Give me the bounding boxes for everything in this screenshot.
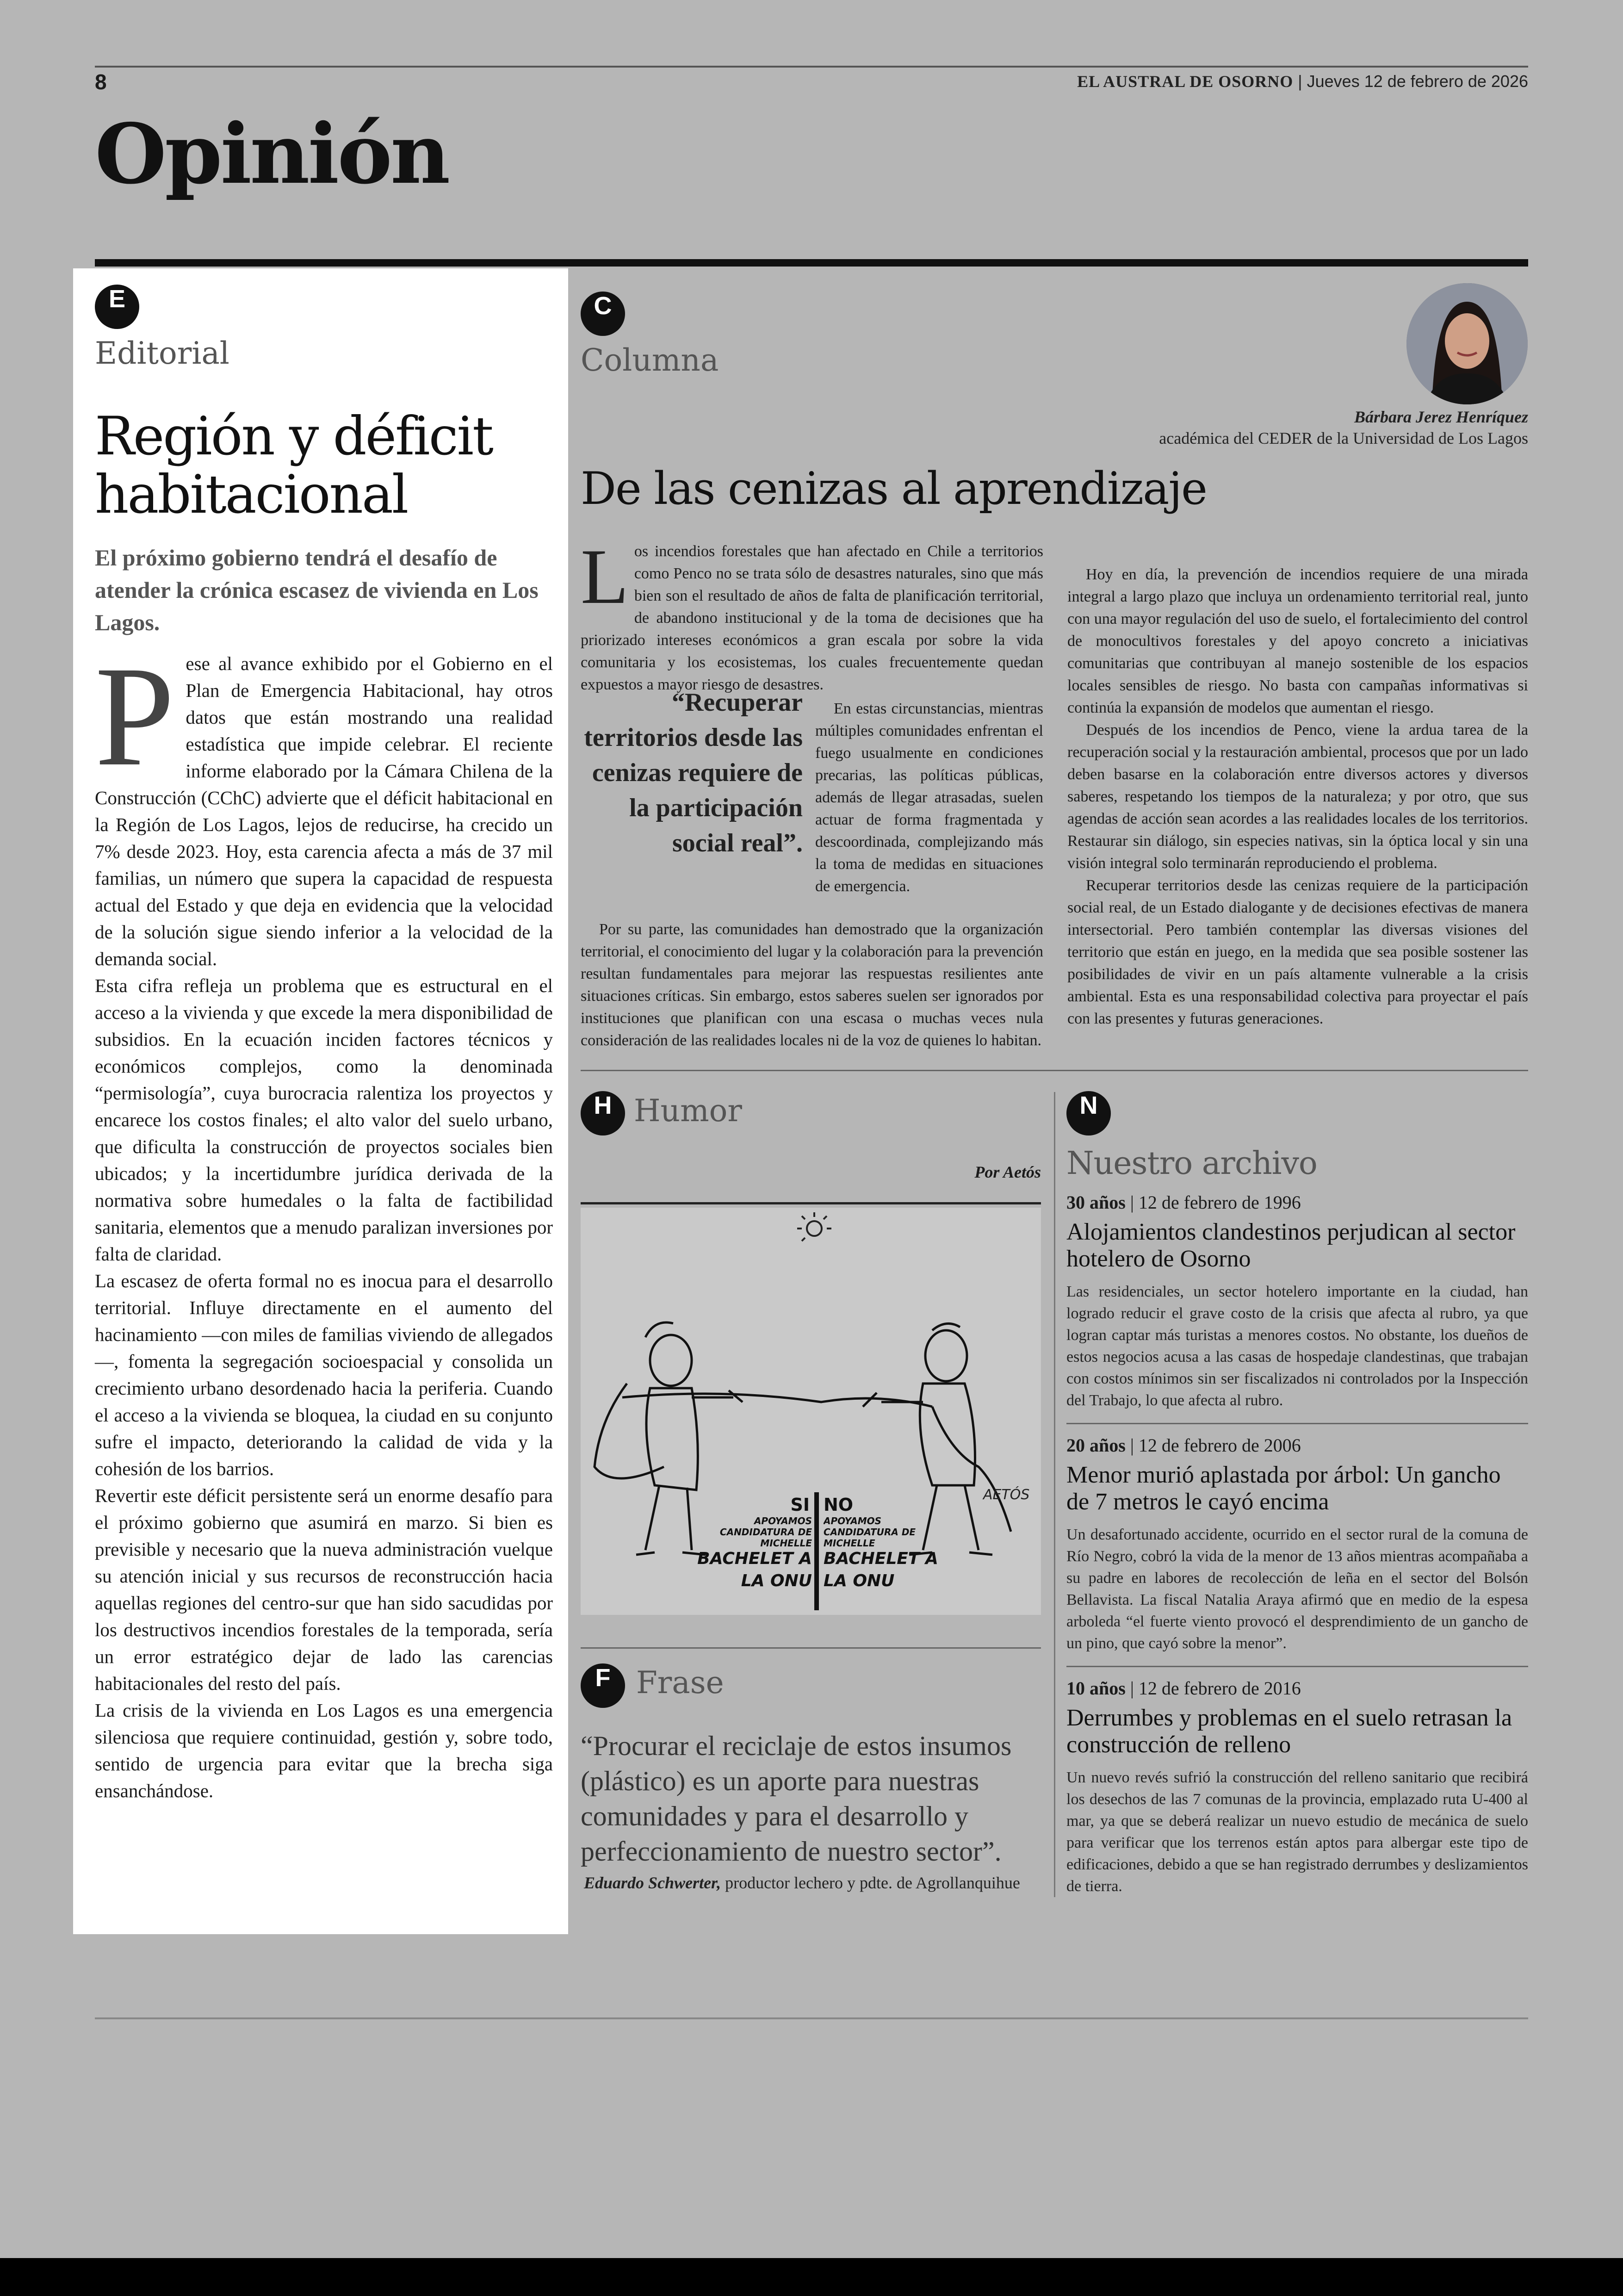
editorial-subtitle: El próximo gobierno tendrá el desafío de atender la crónica escasez de vivienda en Los Lagos. (95, 545, 539, 635)
column-text-right (1067, 564, 1528, 1030)
author-portrait-icon (1406, 283, 1528, 404)
footer-rule (95, 2017, 1528, 2019)
column-paragraph: Hoy en día, la prevención de incendios requiere de una mirada integral a largo plazo que incluya un ordenamiento territorial real, junto con una mayor regulación del uso de suelo, el fortalecimiento del control de monocultivos forestales y del apoyo concreto a iniciativas comunitarias que contribuyan al manejo sostenible de los espacios locales sensibles de riesgo. No basta con campañas informativas si continúa la expansión de modelos que aumentan el riesgo. (1067, 566, 1528, 716)
archivo-years: 30 años (1066, 1192, 1126, 1213)
cartoon-signature: AETÓS (983, 1487, 1030, 1503)
column-text-top (581, 533, 1043, 696)
column-label: Columna (581, 342, 719, 378)
column-text: os incendios forestales que han afectado en Chile a territorios como Penco no se trata sólo de desastres naturales, sino que más bien son el resultado de años de falta de planificación territorial, de abandono institucional y de la toma de decisiones que ha priorizado intereses económicos a gran escala por sobre la vida comunitaria y los ecosistemas, los cuales frecuentemente quedan expuestos a mayor riesgo de desastres. (581, 543, 1043, 693)
frase-author (584, 1873, 1020, 1893)
cartoon-sign-no-big: BACHELET A LA ONU (824, 1549, 938, 1590)
archivo-date: | 12 de febrero de 2016 (1125, 1678, 1301, 1699)
column-paragraph: Recuperar territorios desde las cenizas requiere de la participación social real, de un Estado dialogante y de decisiones efectivas de manera intersectorial. Pero también contemplar las diversas visiones del territorio que están en juego, en la medida que sea posible sostener las posibilidades de vivir en un país altamente vulnerable a la crisis ambiental. Esta es una responsabilidad colectiva para proyectar el país con las presentes y futuras generaciones. (1067, 877, 1528, 1027)
archivo-years: 20 años (1066, 1435, 1126, 1456)
humor-label: Humor (634, 1093, 742, 1129)
divider (581, 1647, 1041, 1649)
editorial-paragraph: La crisis de la vivienda en Los Lagos es una emergencia silenciosa que requiere continuidad, gestión y, sobre todo, sentido de urgencia para evitar que la brecha siga ensanchándose. (95, 1700, 553, 1801)
editorial-badge: E (95, 285, 139, 329)
column-paragraph (581, 533, 1043, 696)
column-badge: C (581, 292, 625, 336)
frase-badge: F (581, 1663, 625, 1708)
editorial-paragraph: Esta cifra refleja un problema que es estructural en el acceso a la vivienda y que excede la mera disponibilidad de subsidios. En la ecuación inciden factores técnicos y económicos complejos, como la denominada “permisología”, cuya burocracia ralentiza los proyectos y encarece los costos finales; el alto valor del suelo urbano, que dificulta la construcción de proyectos sociales bien ubicados; y la incertidumbre jurídica derivada de la normativa sobre humedales o la falta de factibilidad sanitaria, elementos que a menudo paralizan inversiones por falta de claridad. (95, 975, 553, 1265)
frase-author-name: Eduardo Schwerter, (584, 1874, 721, 1892)
editorial-body (95, 637, 553, 1804)
humor-rule (581, 1202, 1041, 1204)
editorial-text: ese al avance exhibido por el Gobierno en el Plan de Emergencia Habitacional, hay otros datos que están mostrando una realidad estadística que impide celebrar. El reciente informe elaborado por la Cámara Chilena de la Construcción (CChC) advierte que el déficit habitacional en la Región de Los Lagos, lejos de reducirse, ha crecido un 7% desde 2023. Hoy, esta carencia afecta a más de 37 mil familias, un número que supera la capacidad de respuesta actual del Estado y que deja en evidencia que la velocidad de la solución sigue siendo inferior a la velocidad de la demanda social. (95, 653, 553, 969)
section-rule (95, 259, 1528, 267)
masthead (1077, 72, 1528, 91)
editorial-paragraph (95, 637, 553, 972)
tug-of-war-cartoon-icon (581, 1208, 1041, 1615)
column-author: Bárbara Jerez Henríquez (1354, 408, 1528, 426)
editorial-title: Región y déficit habitacional (95, 405, 492, 525)
archivo-item (1066, 1434, 1528, 1654)
archivo-body: Un nuevo revés sufrió la construcción del relleno sanitario que recibirá los desechos de las 7 comunas de la provincia, emplazado ruta U-400 al mar, ya que se deberá realizar un nuevo estudio de mecánica de suelo para verificar que los terrenos están aptos para albergar este tipo de edificaciones, debido a que se han registrado derrumbes y deslizamientos de tierra. (1066, 1769, 1528, 1895)
frase-label: Frase (636, 1665, 724, 1700)
archivo-body: Las residenciales, un sector hotelero importante en la ciudad, han logrado reducir el grave costo de la crisis que afecta al rubro, ya que logran captar más turistas a menores costos. No obstante, los dueños de estos negocios acusa a las casas de hospedaje clandestinas, que trabajan con costos mínimos sin ser fiscalizados ni controlados por la Inspección del Trabajo, lo que afecta al rubro. (1066, 1283, 1528, 1409)
cartoon-sign-yes-small: APOYAMOS CANDIDATURA DE MICHELLE (719, 1515, 812, 1549)
section-title: Opinión (95, 105, 449, 202)
bottom-bar (0, 2258, 1623, 2296)
column-divider (1054, 1092, 1055, 1897)
archivo-item-date (1066, 1677, 1528, 1699)
newspaper-name: EL AUSTRAL DE OSORNO (1077, 72, 1294, 91)
archivo-item-date (1066, 1191, 1528, 1213)
pull-quote: “Recuperar territorios desde las cenizas requiere de la participación social real”. (584, 688, 803, 857)
archivo-body: Un desafortunado accidente, ocurrido en el sector rural de la comuna de Río Negro, cobró la vida de la menor de 13 años mientras acompañaba a su padre en labores de recolección de leña en el sector del Bolsón Bellavista. La fiscal Natalia Araya afirmó que en medio de la espesa arboleda “el fuerte viento provocó el desprendimiento de un gancho de un pino, que cayó sobre la menor”. (1066, 1526, 1528, 1652)
archivo-headline: Derrumbes y problemas en el suelo retrasan la construcción de relleno (1066, 1705, 1512, 1758)
editorial-dropcap: P (95, 637, 175, 796)
column-title: De las cenizas al aprendizaje (581, 463, 1207, 515)
frase-author-role: productor lechero y pdte. de Agrollanquihue (721, 1874, 1020, 1892)
archivo-years: 10 años (1066, 1678, 1126, 1699)
author-avatar (1406, 283, 1528, 404)
divider (1066, 1423, 1528, 1424)
cartoon-sign-yes-big: BACHELET A LA ONU (697, 1549, 812, 1590)
archivo-item (1066, 1191, 1528, 1411)
archivo-item (1066, 1677, 1528, 1897)
archivo-item-date (1066, 1434, 1528, 1456)
column-text-bottom: Por su parte, las comunidades han demostrado que la organización territorial, el conocimiento del lugar y la colaboración para la prevención resultan fundamentales para mejorar las respuestas resilientes ante situaciones críticas. Sin embargo, estos saberes suelen ser ignorados por instituciones que planifican con una escasa o muchas veces nula consideración de las realidades locales ni de la voz de quienes lo habitan. (581, 921, 1043, 1049)
archivo-label: Nuestro archivo (1066, 1145, 1317, 1182)
editorial-paragraph: La escasez de oferta formal no es inocua para el desarrollo territorial. Influye directamente en el aumento del hacinamiento —con miles de familias viviendo de allegados—, fomenta la segregación socioespacial y consolida un crecimiento urbano desordenado hacia la periferia. Cuando el acceso a la vivienda se bloquea, la ciudad en su conjunto sufre el impacto, deteriorando la calidad de vida y la cohesión de los barrios. (95, 1270, 553, 1479)
cartoon-sign-no-small: APOYAMOS CANDIDATURA DE MICHELLE (824, 1515, 916, 1549)
column-paragraph: Después de los incendios de Penco, viene la ardua tarea de la recuperación social y la restauración ambiental, procesos que por un lado deben basarse en la colaboración entre diversos actores y diversos saberes, respetando los tiempos de la naturaleza; y por otro, que sus agendas de acción sean acordes a las realidades locales de los territorios. Restaurar sin diálogo, sin especies nativas, sin la óptica local y sin una visión integral solo terminarán reproduciendo el problema. (1067, 721, 1528, 872)
cartoonist-credit: Por Aetós (974, 1163, 1041, 1181)
column-dropcap: L (581, 533, 629, 620)
humor-badge: H (581, 1091, 625, 1136)
archivo-date: | 12 de febrero de 2006 (1125, 1435, 1301, 1456)
archivo-headline: Menor murió aplastada por árbol: Un gancho de 7 metros le cayó encima (1066, 1462, 1501, 1515)
editorial-label: Editorial (95, 335, 229, 371)
editorial-paragraph: Revertir este déficit persistente será un enorme desafío para el próximo gobierno que asumirá en marzo. Si bien es previsible y necesario que la nueva administración vuelque su atención inicial y sus recursos de reconstrucción hacia aquellas regiones del centro-sur que han sido sacudidas por los destructivos incendios forestales de la temporada, sería un error estratégico dejar de lado las carencias habitacionales del resto del país. (95, 1485, 553, 1694)
page-number: 8 (95, 70, 107, 94)
archivo-headline: Alojamientos clandestinos perjudican al sector hotelero de Osorno (1066, 1219, 1516, 1272)
cartoon (581, 1208, 1041, 1615)
column-text-side: En estas circunstancias, mientras múltiples comunidades enfrentan el fuego usualmente en condiciones precarias, las políticas públicas, además de llegar atrasadas, suelen actuar de forma fragmentada y descoordinada, complejizando más la toma de medidas en situaciones de emergencia. (815, 700, 1043, 895)
cartoon-sign-no: NO (824, 1495, 854, 1515)
cartoon-sign-yes: SI (790, 1495, 810, 1515)
issue-date: | Jueves 12 de febrero de 2026 (1298, 72, 1528, 91)
divider (581, 1070, 1528, 1071)
frase-quote: “Procurar el reciclaje de estos insumos (plástico) es un aporte para nuestras comunidades y para el desarrollo y perfeccionamiento de nuestro sector”. (581, 1731, 1012, 1867)
column-author-role: académica del CEDER de la Universidad de Los Lagos (1159, 429, 1528, 447)
archivo-date: | 12 de febrero de 1996 (1125, 1192, 1301, 1213)
divider (1066, 1666, 1528, 1667)
archivo-badge: N (1066, 1091, 1111, 1136)
top-rule (95, 66, 1528, 68)
